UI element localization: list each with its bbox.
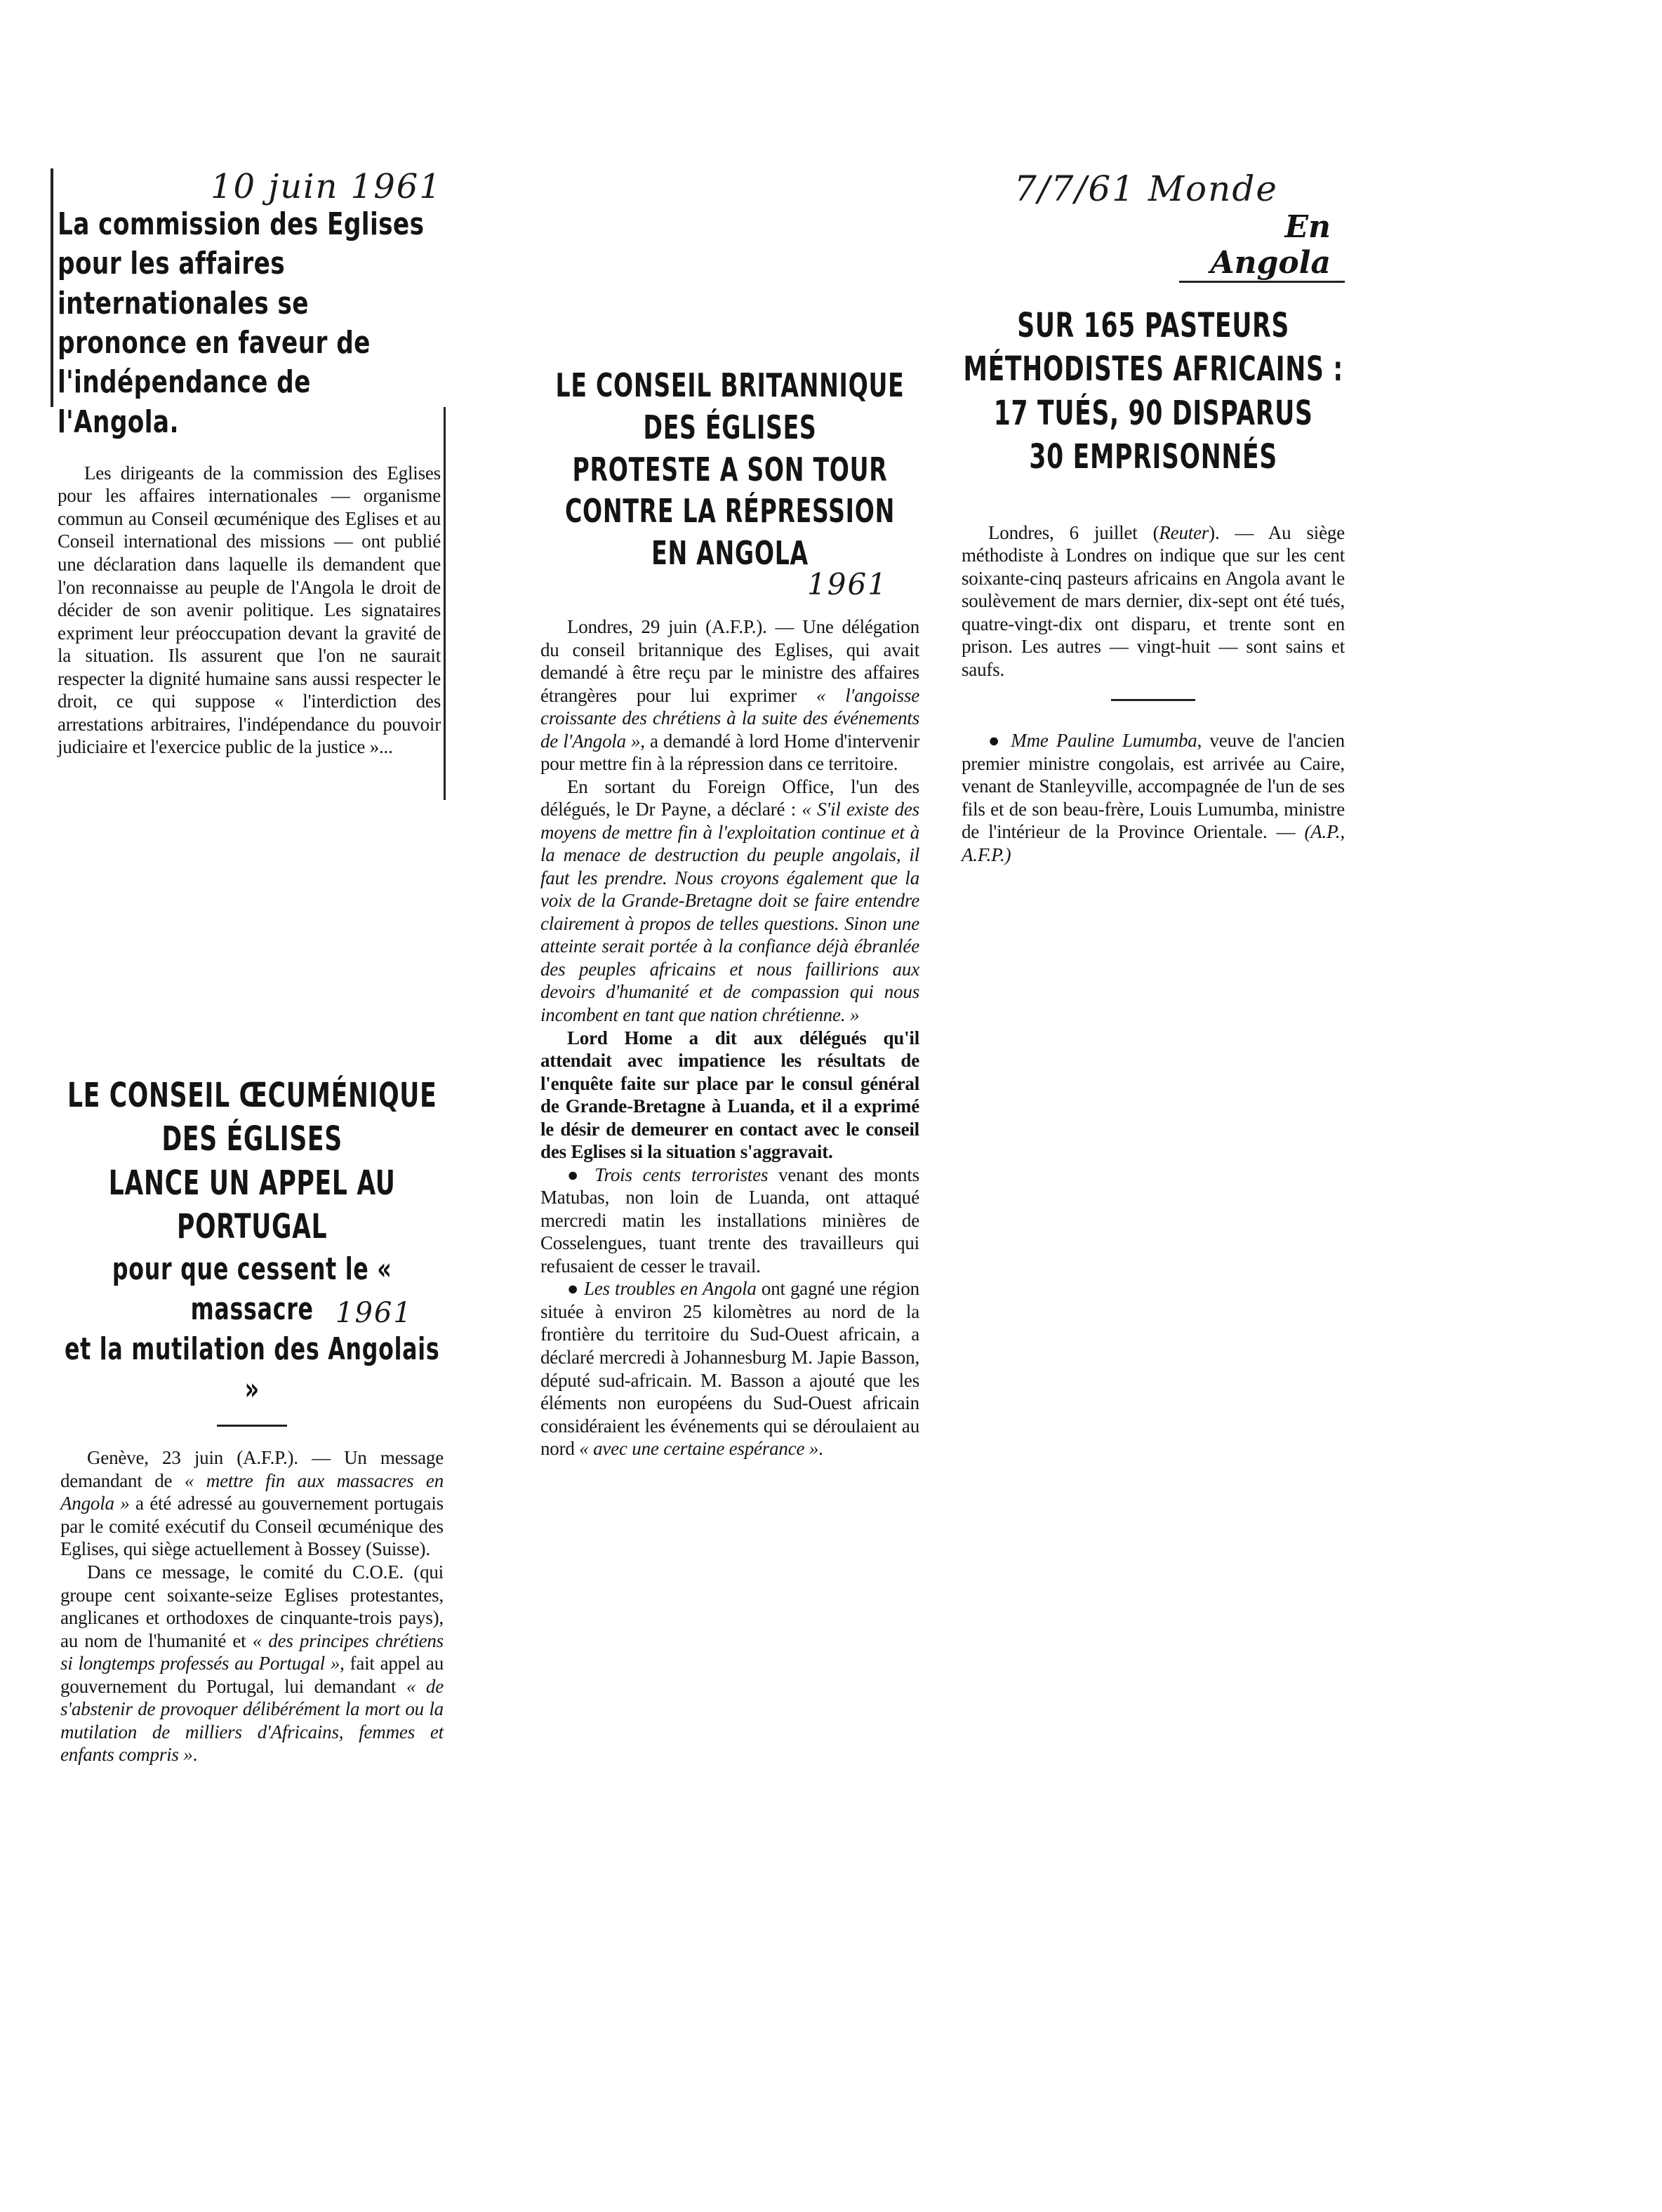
clip3-body-2: ● Mme Pauline Lumumba, veuve de l'ancien premier ministre congolais, est arrivée au Caire, venant de Stanleyville, accompagnée de l'un de ses fils et de son beau-frère, Louis Lumumba, ministre de l'intérieur de la Province Orientale. — (A.P., A.F.P.) <box>962 730 1345 865</box>
clip4-article <box>60 1074 444 1766</box>
clip4-separator <box>217 1425 287 1427</box>
clip2-year-annotation: 1961 <box>807 567 888 601</box>
clip4-year-annotation: 1961 <box>335 1297 413 1329</box>
clip1-headline: La commission des Eglises pour les affaires internationales se prononce en faveur de l'indépendance de l'Angola. <box>58 206 425 440</box>
clip1-left-rule <box>51 168 53 407</box>
clip1-article <box>58 205 441 759</box>
clip3-body-1: Londres, 6 juillet (Reuter). — Au siège méthodiste à Londres on indique que sur les cent soixante-cinq pasteurs africains en Angola avant le soulèvement de mars dernier, dix-sept ont été tués, quatre-vingt-dix ont disparu, et trente sont en prison. Les autres — vingt-huit — sont sains et saufs. <box>962 521 1345 680</box>
clip2-body: Londres, 29 juin (A.F.P.). — Une délégation du conseil britannique des Eglises, qui avait demandé à être reçu par le ministre des affaires étrangères pour lui exprimer « l'angoisse croissante des chrétiens à la suite des événements de l'Angola », a demandé à lord Home d'intervenir pour mettre fin à la répression dans ce territoire. En sortant du Foreign Office, l'un des délégués, le Dr Payne, a déclaré : « S'il existe des moyens de mettre fin à l'exploitation continue et à la menace de destruction du peuple angolais, il faut les prendre. Nous croyons également que la voix de la Grande-Bretagne doit se faire entendre clairement à propos de telles questions. Sinon une atteinte serait portée à la confiance déjà ébranlée des peuples africains et nous faillirions aux devoirs d'humanité et de compassion qui nous incombent en tant que nation chrétienne. » Lord Home a dit aux délégués qu'il attendait avec impatience les résultats de l'enquête faite sur place par le consul général de Grande-Bretagne à Luanda, et il a exprimé le désir de demeurer en contact avec le conseil des Eglises si la situation s'aggravait. ● Trois cents terroristes venant des monts Matubas, non loin de Luanda, ont attaqué mercredi matin les installations minières de Cosselengues, tuant trente des travailleurs qui refusaient de cesser le travail. ● Les troubles en Angola ont gagné une région située à environ 25 kilomètres au nord de la frontière du territoire du Sud-Ouest africain, a déclaré mercredi à Johannesburg M. Japie Basson, député sud-africain. M. Basson a ajouté que les éléments non européens du Sud-Ouest africain considéraient les événements qui se déroulaient au nord « avec une certaine espérance ». <box>540 615 919 1460</box>
clip2-headline: LE CONSEIL BRITANNIQUE DES ÉGLISES PROTESTE A SON TOUR CONTRE LA RÉPRESSION EN ANGOLA <box>555 366 905 573</box>
clip4-body: Genève, 23 juin (A.F.P.). — Un message demandant de « mettre fin aux massacres en Angola » a été adressé au gouvernement portugais par le comité exécutif du Conseil œcuménique des Eglises, qui siège actuellement à Bossey (Suisse). Dans ce message, le comité du C.O.E. (qui groupe cent soixante-seize Eglises protestantes, anglicanes et orthodoxes de cinquante-trois pays), au nom de l'humanité et « des principes chrétiens si longtemps professés au Portugal », fait appel au gouvernement du Portugal, lui demandant « de s'abstenir de provoquer délibérément la mort ou la mutilation de milliers d'Africains, femmes et enfants compris ». <box>60 1447 444 1766</box>
clip1-right-rule <box>444 407 446 800</box>
clip1-date-annotation: 10 juin 1961 <box>211 167 442 206</box>
clip3-separator <box>1111 699 1195 701</box>
clip1-body: Les dirigeants de la commission des Eglises pour les affaires internationales — organisme commun au Conseil œcuménique des Eglises et au Conseil international des missions — ont publié une déclaration dans laquelle ils demandent que l'on reconnaisse au peuple de l'Angola le droit de décider de son avenir politique. Les signataires expriment leur préoccupation devant la gravité de la situation. Ils assurent que l'on ne saurait respecter la dignité humaine sans aussi respecter le droit, ce qui suppose « l'interdiction des arrestations arbitraires, l'indépendance du pouvoir judiciaire et l'exercice public de la justice »... <box>58 462 441 758</box>
clip3-headline: SUR 165 PASTEURS MÉTHODISTES AFRICAINS : 17 TUÉS, 90 DISPARUS 30 EMPRISONNÉS <box>963 306 1343 477</box>
clip4-headline: LE CONSEIL ŒCUMÉNIQUE DES ÉGLISES LANCE UN APPEL AU PORTUGAL pour que cessent le « massacre et la mutilation des Angolais » <box>64 1076 440 1408</box>
clip4-dateline: Genève, 23 juin (A.F.P.). — <box>87 1447 345 1469</box>
clip3-date-annotation: 7/7/61 Monde <box>1014 168 1278 209</box>
clip3-kicker: En Angola <box>1179 209 1345 283</box>
clip2-article <box>540 365 919 1460</box>
clip2-dateline: Londres, 29 juin (A.F.P.). — <box>567 615 803 637</box>
clip3-article <box>962 209 1345 866</box>
